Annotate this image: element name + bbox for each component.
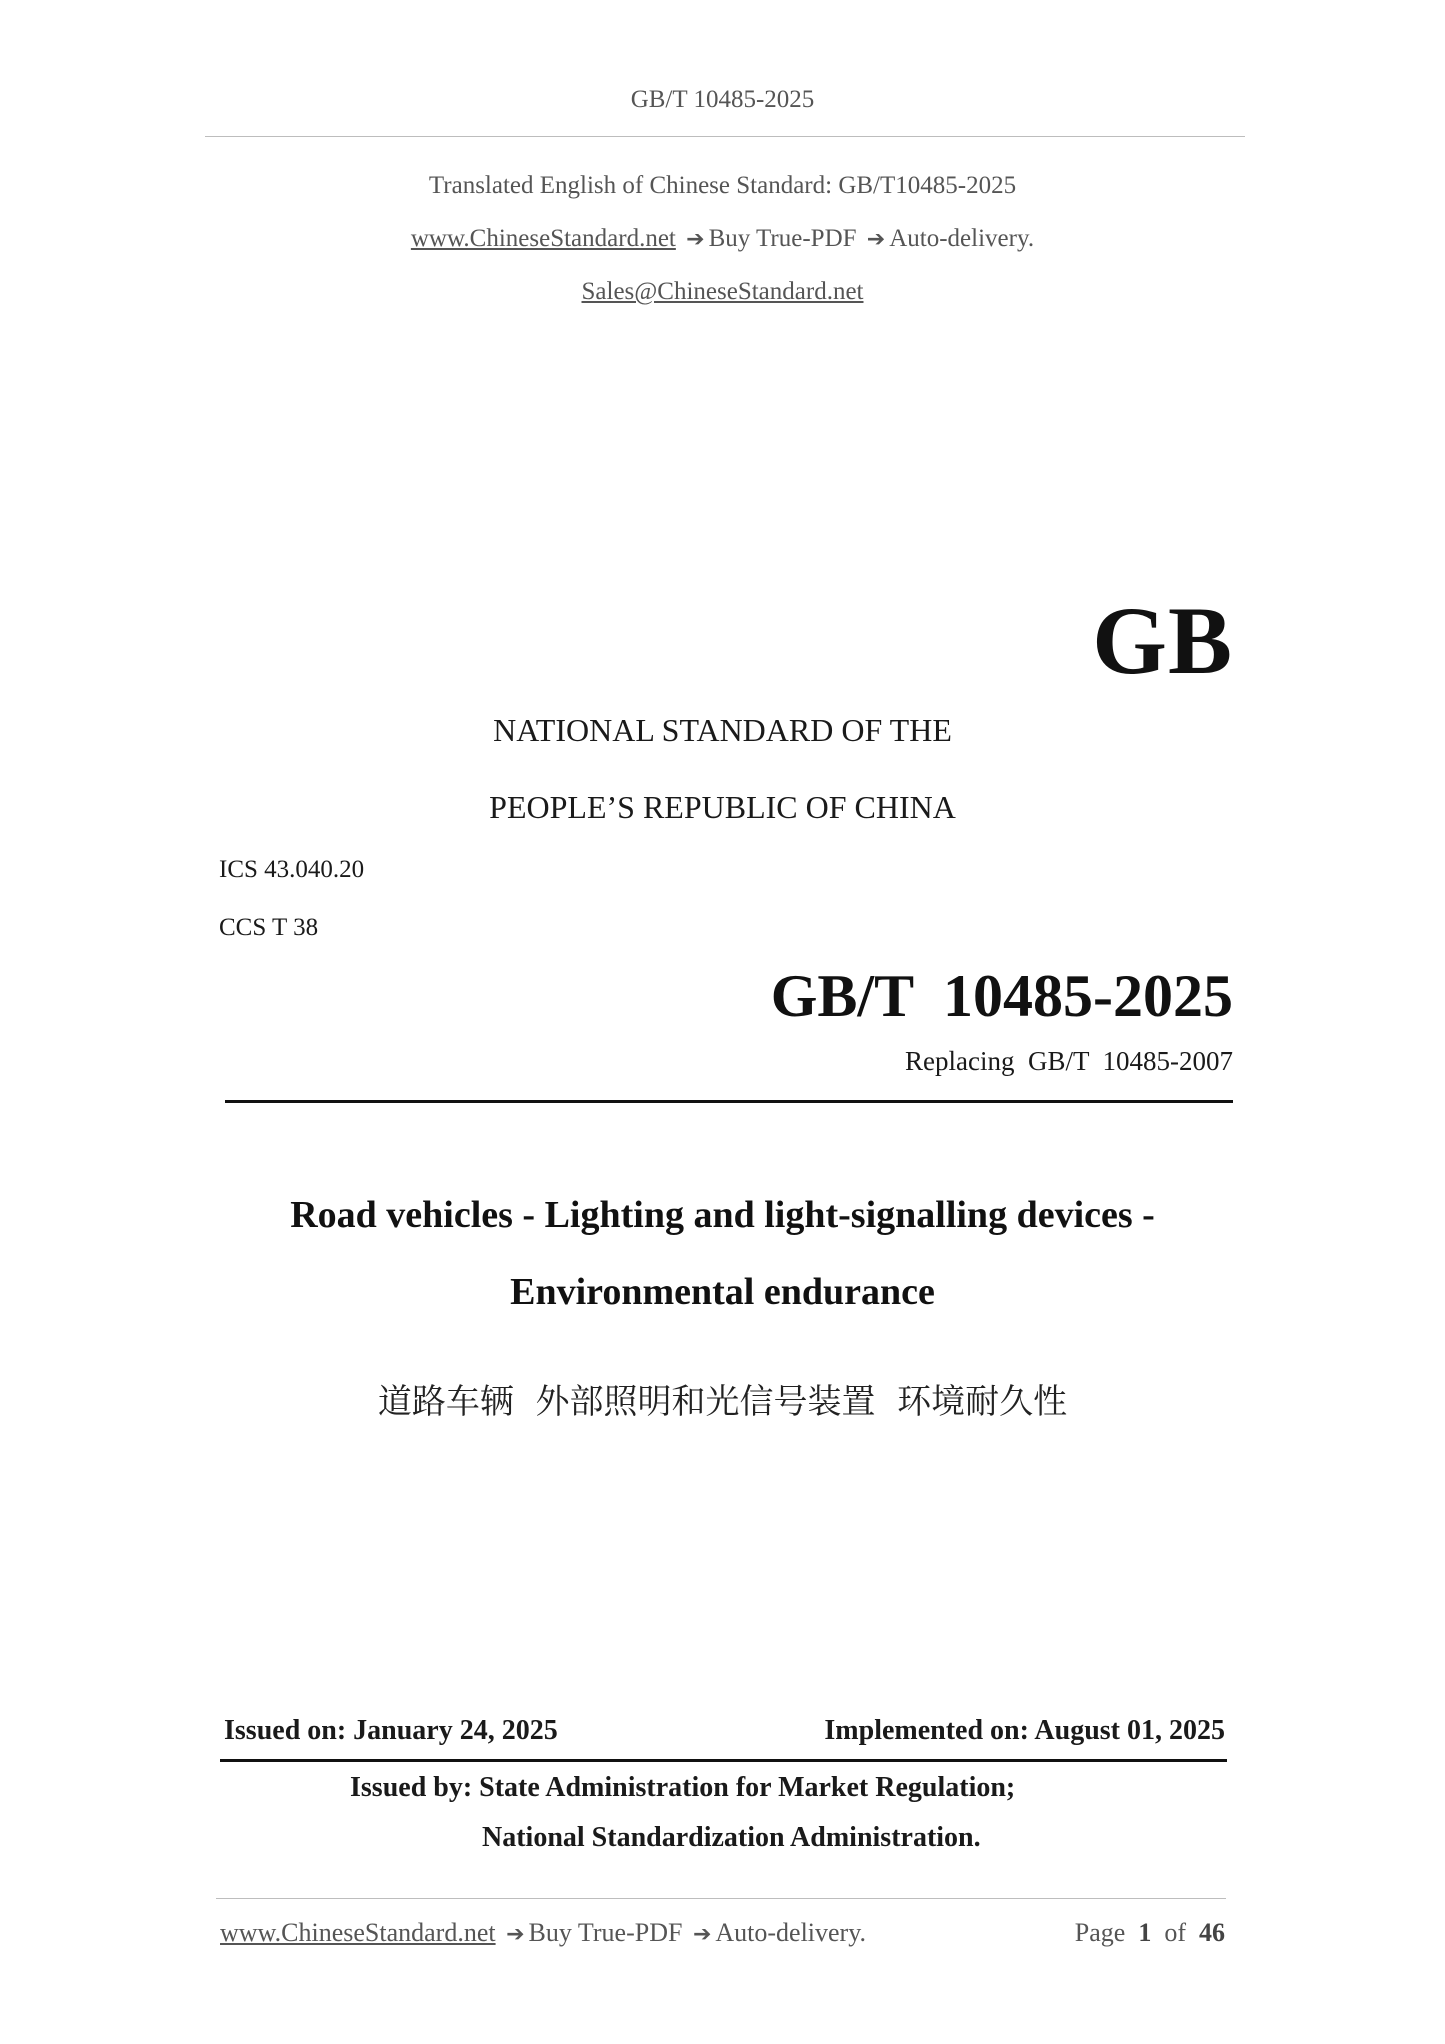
page-indicator — [1075, 1918, 1225, 1948]
translation-notice: Translated English of Chinese Standard: GB/T10485-2025 — [428, 172, 1017, 199]
footer-site-link[interactable]: www.ChineseStandard.net — [220, 1918, 496, 1947]
standard-number: GB/T 10485-2025 — [770, 963, 1233, 1029]
buy-text: Buy True-PDF — [708, 225, 857, 252]
issuer-line-2: National Standardization Administration. — [482, 1822, 981, 1853]
gb-mark: GB — [1092, 587, 1233, 694]
sales-email-link[interactable]: Sales@ChineseStandard.net — [581, 278, 864, 305]
footer-promo — [220, 1918, 866, 1948]
footer-delivery-text: Auto-delivery. — [715, 1918, 867, 1947]
replacing-note: Replacing GB/T 10485-2007 — [905, 1046, 1233, 1076]
issued-on-date: Issued on: January 24, 2025 — [224, 1715, 558, 1746]
page-of: of — [1164, 1918, 1186, 1947]
title-divider — [225, 1100, 1233, 1103]
english-title-line-1: Road vehicles - Lighting and light-signalling devices - — [290, 1194, 1155, 1236]
footer-buy-text: Buy True-PDF — [528, 1918, 683, 1947]
footer-divider — [216, 1898, 1226, 1899]
right-arrow-icon: ➔ — [686, 227, 705, 252]
national-standard-line: NATIONAL STANDARD OF THE — [493, 712, 952, 748]
dates-divider — [220, 1759, 1227, 1762]
english-title-line-2: Environmental endurance — [510, 1271, 935, 1313]
page-current: 1 — [1138, 1918, 1152, 1947]
right-arrow-icon: ➔ — [692, 1922, 712, 1947]
delivery-text: Auto-delivery. — [889, 225, 1035, 252]
country-line: PEOPLE’S REPUBLIC OF CHINA — [489, 789, 956, 825]
issuer-line-1: Issued by: State Administration for Market Regulation; — [350, 1772, 1016, 1803]
right-arrow-icon: ➔ — [866, 227, 886, 252]
header-divider — [205, 136, 1245, 137]
chinese-title: 道路车辆 外部照明和光信号装置 环境耐久性 — [377, 1382, 1068, 1422]
ics-code: ICS 43.040.20 — [219, 856, 365, 883]
page-total: 46 — [1199, 1918, 1225, 1947]
right-arrow-icon: ➔ — [506, 1922, 525, 1947]
promo-line — [0, 225, 1445, 253]
ccs-code: CCS T 38 — [219, 914, 319, 941]
running-header: GB/T 10485-2025 — [630, 86, 815, 113]
implemented-on-date: Implemented on: August 01, 2025 — [824, 1715, 1225, 1746]
page-label: Page — [1074, 1918, 1126, 1947]
site-link[interactable]: www.ChineseStandard.net — [410, 225, 676, 252]
sales-line — [0, 278, 1445, 306]
